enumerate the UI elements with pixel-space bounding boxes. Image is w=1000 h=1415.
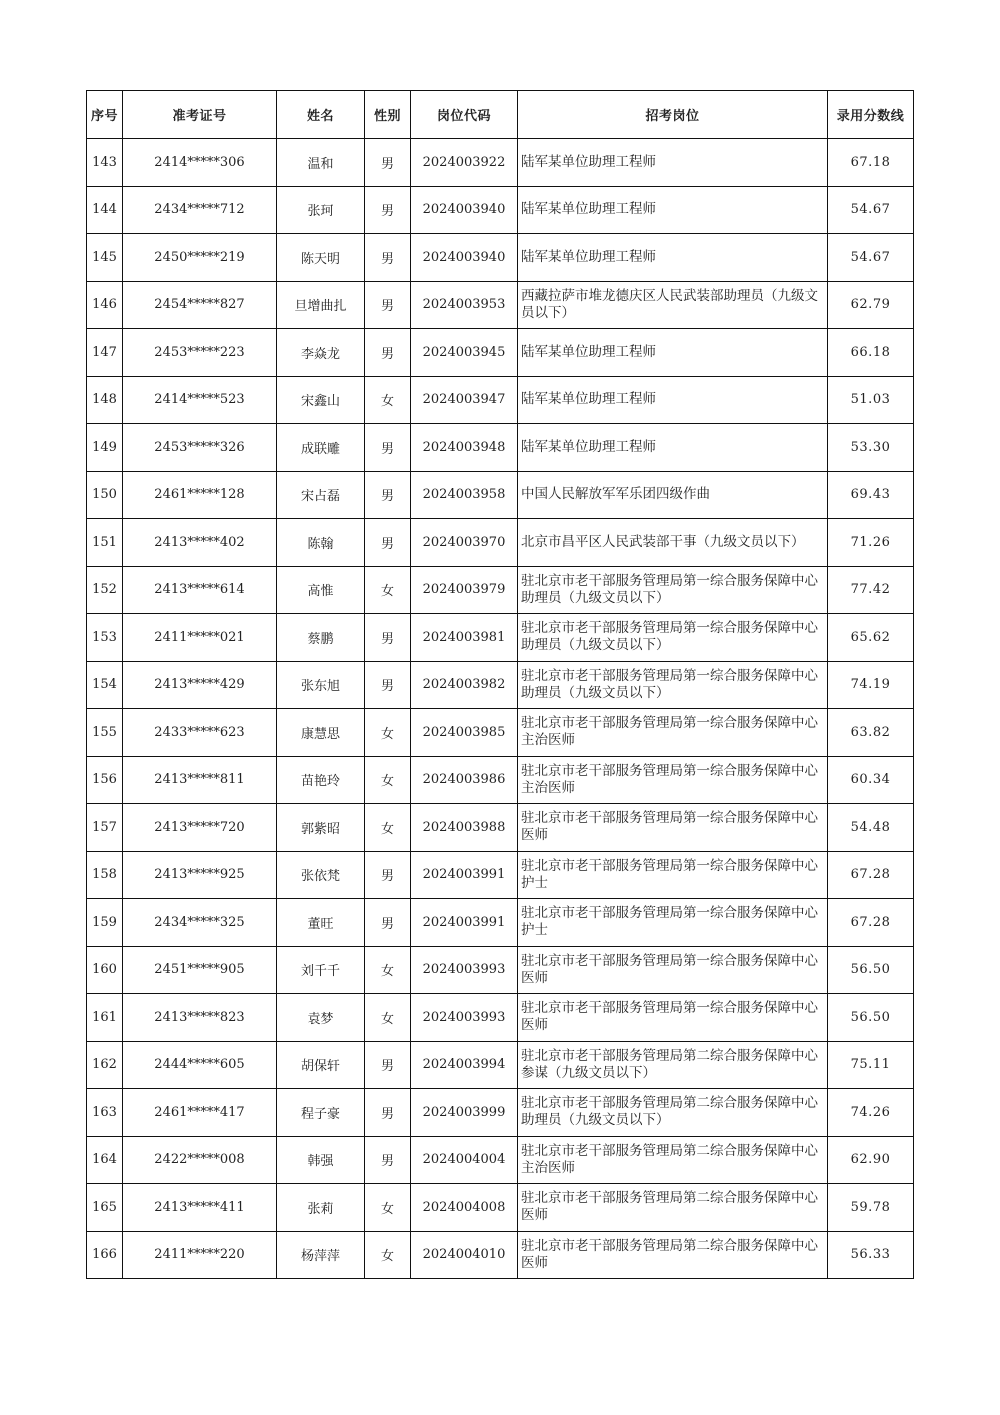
cell-cutoff: 53.30 [828,424,914,472]
cell-exam-id: 2422*****008 [123,1136,277,1184]
table-row [87,946,914,994]
cell-name: 张依梵 [277,851,365,899]
cell-exam-id: 2413*****429 [123,661,277,709]
cell-name: 张东旭 [277,661,365,709]
cell-name: 陈翰 [277,519,365,567]
cell-exam-id: 2451*****905 [123,946,277,994]
cell-serial: 146 [87,281,123,329]
cell-post-code: 2024003947 [411,376,518,424]
table-body [87,139,914,1279]
table-row [87,661,914,709]
cell-post: 驻北京市老干部服务管理局第一综合服务保障中心医师 [518,946,828,994]
cell-post-code: 2024003993 [411,946,518,994]
cell-serial: 156 [87,756,123,804]
cell-cutoff: 74.26 [828,1089,914,1137]
cell-serial: 153 [87,614,123,662]
cell-post-code: 2024003988 [411,804,518,852]
cell-exam-id: 2450*****219 [123,234,277,282]
header-row [87,91,914,139]
table-row [87,709,914,757]
table-row [87,519,914,567]
header-serial: 序号 [87,91,123,139]
cell-name: 程子豪 [277,1089,365,1137]
cell-name: 旦增曲扎 [277,281,365,329]
cell-cutoff: 75.11 [828,1041,914,1089]
cell-exam-id: 2444*****605 [123,1041,277,1089]
cell-serial: 143 [87,139,123,187]
cell-gender: 女 [365,709,411,757]
table-row [87,614,914,662]
cell-cutoff: 62.79 [828,281,914,329]
cell-cutoff: 51.03 [828,376,914,424]
cell-name: 胡保轩 [277,1041,365,1089]
cell-serial: 149 [87,424,123,472]
cell-serial: 159 [87,899,123,947]
cell-exam-id: 2453*****223 [123,329,277,377]
cell-gender: 女 [365,994,411,1042]
cell-exam-id: 2461*****417 [123,1089,277,1137]
cell-exam-id: 2413*****811 [123,756,277,804]
cell-serial: 162 [87,1041,123,1089]
cell-post: 驻北京市老干部服务管理局第二综合服务保障中心参谋（九级文员以下） [518,1041,828,1089]
cell-name: 成联雕 [277,424,365,472]
cell-serial: 144 [87,186,123,234]
cell-gender: 男 [365,234,411,282]
table-row [87,851,914,899]
cell-cutoff: 54.67 [828,186,914,234]
cell-cutoff: 63.82 [828,709,914,757]
cell-cutoff: 66.18 [828,329,914,377]
cell-name: 宋占磊 [277,471,365,519]
admission-table [86,90,914,1279]
table-row [87,756,914,804]
cell-gender: 男 [365,186,411,234]
cell-post-code: 2024003981 [411,614,518,662]
cell-serial: 165 [87,1184,123,1232]
cell-gender: 男 [365,281,411,329]
cell-name: 韩强 [277,1136,365,1184]
cell-post-code: 2024003948 [411,424,518,472]
cell-name: 郭紫昭 [277,804,365,852]
cell-cutoff: 54.67 [828,234,914,282]
cell-gender: 男 [365,1041,411,1089]
header-name: 姓名 [277,91,365,139]
cell-serial: 161 [87,994,123,1042]
cell-post-code: 2024004004 [411,1136,518,1184]
cell-serial: 163 [87,1089,123,1137]
cell-gender: 男 [365,851,411,899]
cell-name: 董旺 [277,899,365,947]
cell-gender: 男 [365,424,411,472]
cell-name: 张珂 [277,186,365,234]
cell-exam-id: 2454*****827 [123,281,277,329]
cell-gender: 男 [365,1136,411,1184]
cell-cutoff: 67.28 [828,851,914,899]
cell-name: 陈天明 [277,234,365,282]
cell-post: 驻北京市老干部服务管理局第一综合服务保障中心医师 [518,994,828,1042]
cell-cutoff: 65.62 [828,614,914,662]
cell-post: 驻北京市老干部服务管理局第一综合服务保障中心主治医师 [518,709,828,757]
table-row [87,1041,914,1089]
cell-serial: 160 [87,946,123,994]
cell-cutoff: 74.19 [828,661,914,709]
cell-post-code: 2024003994 [411,1041,518,1089]
cell-serial: 155 [87,709,123,757]
table-header [87,91,914,139]
cell-post-code: 2024004010 [411,1231,518,1279]
cell-cutoff: 77.42 [828,566,914,614]
cell-post: 陆军某单位助理工程师 [518,424,828,472]
table-row [87,471,914,519]
table-row [87,186,914,234]
cell-serial: 151 [87,519,123,567]
table-row [87,139,914,187]
header-post-code: 岗位代码 [411,91,518,139]
cell-gender: 女 [365,804,411,852]
cell-post: 西藏拉萨市堆龙德庆区人民武装部助理员（九级文员以下） [518,281,828,329]
cell-gender: 女 [365,946,411,994]
cell-cutoff: 67.28 [828,899,914,947]
cell-exam-id: 2413*****411 [123,1184,277,1232]
cell-post: 驻北京市老干部服务管理局第一综合服务保障中心医师 [518,804,828,852]
cell-post-code: 2024004008 [411,1184,518,1232]
table-row [87,281,914,329]
cell-post: 陆军某单位助理工程师 [518,139,828,187]
cell-cutoff: 62.90 [828,1136,914,1184]
cell-name: 刘千千 [277,946,365,994]
cell-serial: 154 [87,661,123,709]
cell-cutoff: 54.48 [828,804,914,852]
cell-name: 蔡鹏 [277,614,365,662]
table-row [87,234,914,282]
cell-post-code: 2024003986 [411,756,518,804]
cell-cutoff: 56.50 [828,994,914,1042]
cell-exam-id: 2414*****523 [123,376,277,424]
cell-post-code: 2024003922 [411,139,518,187]
cell-post: 驻北京市老干部服务管理局第一综合服务保障中心助理员（九级文员以下） [518,566,828,614]
cell-post: 驻北京市老干部服务管理局第一综合服务保障中心主治医师 [518,756,828,804]
cell-serial: 152 [87,566,123,614]
cell-post: 驻北京市老干部服务管理局第二综合服务保障中心医师 [518,1231,828,1279]
cell-exam-id: 2413*****614 [123,566,277,614]
cell-gender: 女 [365,756,411,804]
cell-exam-id: 2461*****128 [123,471,277,519]
cell-post-code: 2024003940 [411,234,518,282]
cell-cutoff: 60.34 [828,756,914,804]
cell-post: 陆军某单位助理工程师 [518,234,828,282]
cell-exam-id: 2413*****720 [123,804,277,852]
cell-name: 宋鑫山 [277,376,365,424]
cell-name: 温和 [277,139,365,187]
cell-gender: 男 [365,519,411,567]
cell-exam-id: 2434*****712 [123,186,277,234]
cell-post-code: 2024003958 [411,471,518,519]
cell-exam-id: 2411*****021 [123,614,277,662]
cell-post: 驻北京市老干部服务管理局第一综合服务保障中心助理员（九级文员以下） [518,614,828,662]
cell-post-code: 2024003953 [411,281,518,329]
cell-gender: 女 [365,566,411,614]
header-exam-id: 准考证号 [123,91,277,139]
cell-post: 驻北京市老干部服务管理局第一综合服务保障中心护士 [518,899,828,947]
table-row [87,804,914,852]
table-row [87,1231,914,1279]
cell-gender: 男 [365,899,411,947]
cell-serial: 148 [87,376,123,424]
table-row [87,329,914,377]
table-row [87,1136,914,1184]
cell-post-code: 2024003970 [411,519,518,567]
cell-gender: 女 [365,376,411,424]
cell-post-code: 2024003940 [411,186,518,234]
cell-name: 苗艳玲 [277,756,365,804]
cell-exam-id: 2411*****220 [123,1231,277,1279]
table-row [87,994,914,1042]
cell-exam-id: 2434*****325 [123,899,277,947]
cell-post-code: 2024003985 [411,709,518,757]
cell-serial: 145 [87,234,123,282]
cell-post-code: 2024003991 [411,899,518,947]
table-row [87,566,914,614]
cell-post-code: 2024003979 [411,566,518,614]
cell-cutoff: 69.43 [828,471,914,519]
cell-post-code: 2024003999 [411,1089,518,1137]
table-row [87,899,914,947]
cell-serial: 157 [87,804,123,852]
cell-exam-id: 2414*****306 [123,139,277,187]
header-cutoff: 录用分数线 [828,91,914,139]
cell-serial: 158 [87,851,123,899]
cell-post: 驻北京市老干部服务管理局第二综合服务保障中心医师 [518,1184,828,1232]
cell-gender: 男 [365,139,411,187]
cell-post-code: 2024003993 [411,994,518,1042]
cell-serial: 166 [87,1231,123,1279]
cell-exam-id: 2413*****823 [123,994,277,1042]
cell-exam-id: 2433*****623 [123,709,277,757]
table-row [87,424,914,472]
cell-post-code: 2024003945 [411,329,518,377]
cell-post: 驻北京市老干部服务管理局第二综合服务保障中心主治医师 [518,1136,828,1184]
cell-cutoff: 56.50 [828,946,914,994]
cell-post: 陆军某单位助理工程师 [518,329,828,377]
cell-serial: 164 [87,1136,123,1184]
header-post: 招考岗位 [518,91,828,139]
cell-gender: 男 [365,614,411,662]
cell-exam-id: 2413*****925 [123,851,277,899]
cell-name: 杨萍萍 [277,1231,365,1279]
cell-serial: 150 [87,471,123,519]
cell-exam-id: 2453*****326 [123,424,277,472]
cell-name: 李焱龙 [277,329,365,377]
cell-post: 驻北京市老干部服务管理局第一综合服务保障中心护士 [518,851,828,899]
cell-post: 北京市昌平区人民武装部干事（九级文员以下） [518,519,828,567]
cell-serial: 147 [87,329,123,377]
cell-name: 高惟 [277,566,365,614]
cell-post: 驻北京市老干部服务管理局第二综合服务保障中心助理员（九级文员以下） [518,1089,828,1137]
cell-name: 袁梦 [277,994,365,1042]
cell-cutoff: 56.33 [828,1231,914,1279]
cell-cutoff: 71.26 [828,519,914,567]
cell-name: 张莉 [277,1184,365,1232]
cell-post: 陆军某单位助理工程师 [518,376,828,424]
table-row [87,376,914,424]
cell-exam-id: 2413*****402 [123,519,277,567]
cell-post-code: 2024003982 [411,661,518,709]
cell-gender: 男 [365,471,411,519]
cell-cutoff: 59.78 [828,1184,914,1232]
header-gender: 性别 [365,91,411,139]
cell-gender: 女 [365,1231,411,1279]
cell-name: 康慧思 [277,709,365,757]
cell-gender: 男 [365,1089,411,1137]
cell-gender: 男 [365,329,411,377]
cell-post: 陆军某单位助理工程师 [518,186,828,234]
cell-cutoff: 67.18 [828,139,914,187]
table-row [87,1089,914,1137]
cell-gender: 男 [365,661,411,709]
cell-post: 驻北京市老干部服务管理局第一综合服务保障中心助理员（九级文员以下） [518,661,828,709]
cell-post: 中国人民解放军军乐团四级作曲 [518,471,828,519]
cell-gender: 女 [365,1184,411,1232]
cell-post-code: 2024003991 [411,851,518,899]
table-row [87,1184,914,1232]
